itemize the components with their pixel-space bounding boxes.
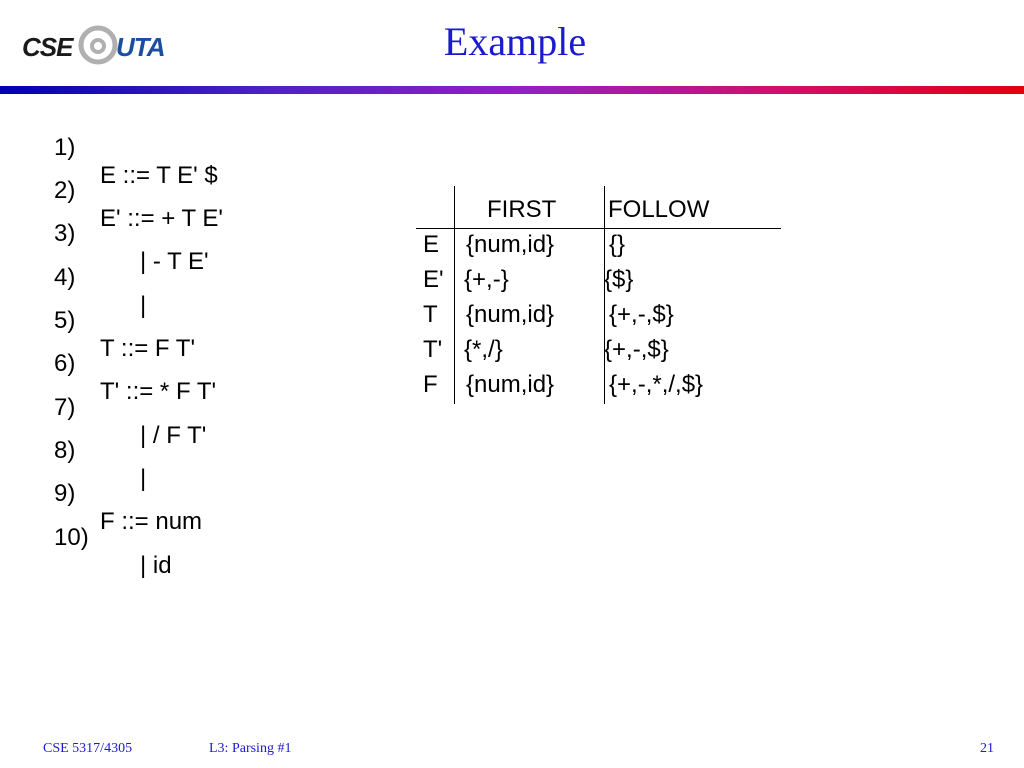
row-first: {num,id} xyxy=(466,371,555,398)
rule-text: | xyxy=(140,465,147,492)
header-first: FIRST xyxy=(487,196,557,223)
rule-text: E' ::= + T E' xyxy=(100,205,224,232)
rule-text: | - T E' xyxy=(140,248,209,275)
rule-text: | id xyxy=(140,552,172,579)
row-first: {num,id} xyxy=(466,231,555,258)
rule-number: 2) xyxy=(54,177,76,204)
footer-course: CSE 5317/4305 xyxy=(43,741,133,756)
rule-number: 9) xyxy=(54,480,76,507)
header-follow: FOLLOW xyxy=(608,196,710,223)
rule-number: 8) xyxy=(54,437,76,464)
rule-number: 7) xyxy=(54,394,76,421)
rule-number: 5) xyxy=(54,307,76,334)
table-divider-vertical xyxy=(604,186,605,404)
row-first: {num,id} xyxy=(466,301,555,328)
row-first: {*,/} xyxy=(464,336,503,363)
rule-number: 3) xyxy=(54,220,76,247)
table-divider-horizontal xyxy=(416,228,781,229)
rule-text: F ::= num xyxy=(100,508,203,535)
rule-number: 4) xyxy=(54,264,76,291)
rule-text: T' ::= * F T' xyxy=(100,378,217,405)
logo-cse-text: CSE xyxy=(22,32,73,62)
row-follow: {+,-,$} xyxy=(604,336,669,363)
row-symbol: E' xyxy=(423,266,444,293)
row-follow: {$} xyxy=(604,266,634,293)
footer-lecture: L3: Parsing #1 xyxy=(209,741,292,756)
slide-title: Example xyxy=(443,19,587,64)
footer-page-number: 21 xyxy=(980,741,994,756)
table-divider-vertical xyxy=(454,186,455,404)
row-follow: {+,-,*,/,$} xyxy=(609,371,704,398)
rule-text: | xyxy=(140,292,147,319)
rule-number: 1) xyxy=(54,134,76,161)
row-symbol: E xyxy=(423,231,440,258)
rule-text: T ::= F T' xyxy=(100,335,196,362)
row-follow: {+,-,$} xyxy=(609,301,674,328)
row-first: {+,-} xyxy=(464,266,509,293)
rule-number: 10) xyxy=(54,524,89,551)
row-symbol: T xyxy=(423,301,438,328)
rule-text: E ::= T E' $ xyxy=(100,162,218,189)
rule-number: 6) xyxy=(54,350,76,377)
title-divider xyxy=(0,86,1024,94)
logo-uta-text: UTA xyxy=(116,32,165,62)
rule-text: | / F T' xyxy=(140,422,207,449)
row-symbol: T' xyxy=(423,336,443,363)
row-symbol: F xyxy=(423,371,438,398)
row-follow: {} xyxy=(609,231,626,258)
